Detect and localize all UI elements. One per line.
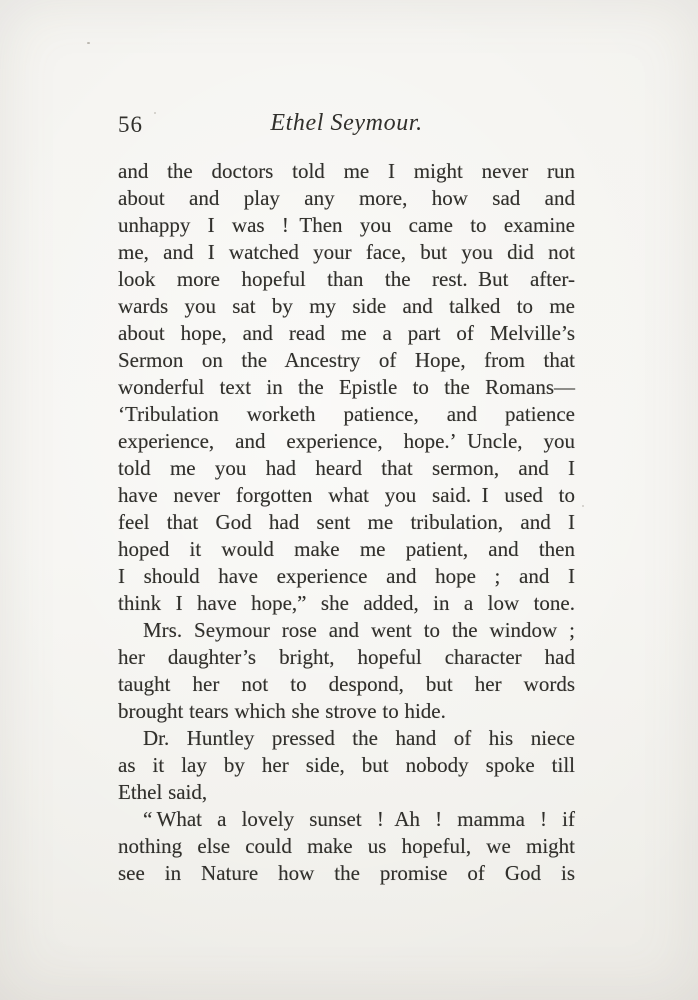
text-line: Dr. Huntley pressed the hand of his niece — [143, 726, 575, 750]
text-line: wonderful text in the Epistle to the Romans— — [118, 375, 575, 399]
paragraph — [118, 725, 575, 806]
text-line: “ What a lovely sunset ! Ah ! mamma ! if — [143, 807, 575, 831]
scan-speck — [582, 505, 584, 507]
paragraph — [118, 806, 575, 887]
text-line: hoped it would make me patient, and then — [118, 537, 575, 561]
text-line: about and play any more, how sad and — [118, 186, 575, 210]
text-line: look more hopeful than the rest. But after- — [118, 267, 575, 291]
text-line: nothing else could make us hopeful, we might — [118, 834, 575, 858]
text-line: have never forgotten what you said. I used to — [118, 483, 575, 507]
text-line: experience, and experience, hope.’ Uncle, you — [118, 429, 575, 453]
text-line: see in Nature how the promise of God is — [118, 861, 575, 885]
text-line: her daughter’s bright, hopeful character had — [118, 645, 575, 669]
text-line: unhappy I was ! Then you came to examine — [118, 213, 575, 237]
paragraph — [118, 158, 575, 617]
text-line: about hope, and read me a part of Melville’s — [118, 321, 575, 345]
paragraph — [118, 617, 575, 725]
text-line: Mrs. Seymour rose and went to the window ; — [143, 618, 575, 642]
text-line: me, and I watched your face, but you did not — [118, 240, 575, 264]
text-line: think I have hope,” she added, in a low tone. — [118, 591, 575, 615]
text-line: Ethel said, — [118, 780, 208, 804]
page-body — [118, 158, 575, 887]
text-line: I should have experience and hope ; and I — [118, 564, 575, 588]
running-title: Ethel Seymour. — [270, 110, 423, 136]
text-line: as it lay by her side, but nobody spoke till — [118, 753, 575, 777]
text-line: told me you had heard that sermon, and I — [118, 456, 575, 480]
text-line: and the doctors told me I might never run — [118, 159, 575, 183]
page-number: 56 — [118, 112, 143, 137]
text-line: feel that God had sent me tribulation, and I — [118, 510, 575, 534]
text-line: wards you sat by my side and talked to me — [118, 294, 575, 318]
text-line: taught her not to despond, but her words — [118, 672, 575, 696]
page-header — [118, 110, 575, 142]
text-line: Sermon on the Ancestry of Hope, from that — [118, 348, 575, 372]
text-line: brought tears which she strove to hide. — [118, 699, 446, 723]
scan-speck — [87, 42, 90, 44]
text-line: ‘Tribulation worketh patience, and patience — [118, 402, 575, 426]
